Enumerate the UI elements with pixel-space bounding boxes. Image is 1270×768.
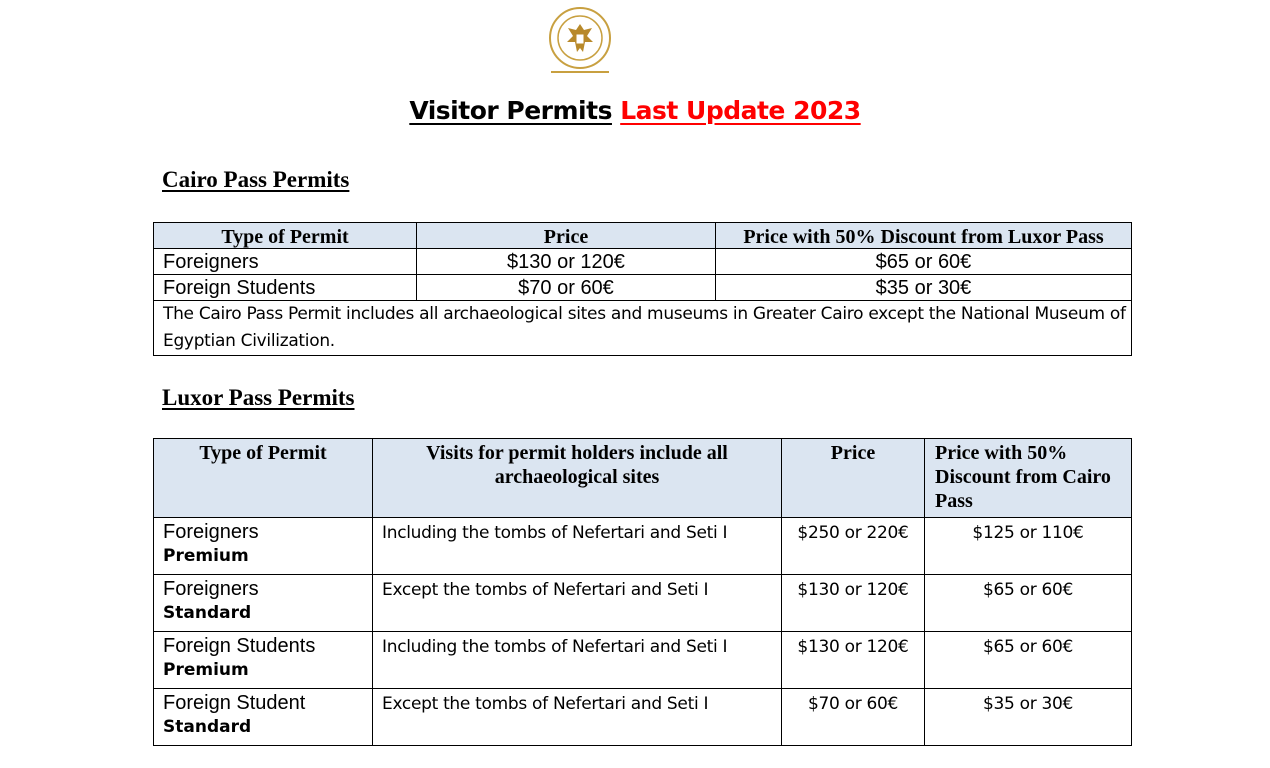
table-row [154,249,1132,275]
permit-tier: Standard [163,603,252,623]
permit-price: $250 or 220€ [782,518,925,575]
header-visits: Visits for permit holders include all archaeological sites [373,439,782,518]
table-note-row [154,301,1132,356]
permit-discount-price: $125 or 110€ [925,518,1132,575]
cairo-pass-heading: Cairo Pass Permits [162,167,350,192]
permit-visits: Including the tombs of Nefertari and Seti I [373,518,782,575]
permit-type: Foreign Students [163,635,316,657]
permit-discount-price: $65 or 60€ [716,249,1132,275]
permit-type: Foreigners [163,578,259,600]
permit-type: Foreigners [154,249,417,275]
table-row [154,632,1132,689]
permit-discount-price: $35 or 30€ [716,275,1132,301]
permit-visits: Except the tombs of Nefertari and Seti I [373,689,782,746]
document-title [0,96,1270,125]
table-row [154,518,1132,575]
permit-type: Foreign Students [154,275,417,301]
header-type-of-permit: Type of Permit [154,223,417,249]
table-row [154,689,1132,746]
table-header-row [154,223,1132,249]
table-row [154,275,1132,301]
permit-price: $130 or 120€ [417,249,716,275]
permit-type-cell [154,575,373,632]
permit-visits: Including the tombs of Nefertari and Seti I [373,632,782,689]
permit-tier: Premium [163,546,249,566]
ministry-seal-icon [547,6,613,74]
table-header-row [154,439,1132,518]
table-row [154,575,1132,632]
header-price: Price [417,223,716,249]
cairo-pass-table [153,222,1132,356]
permit-discount-price: $35 or 30€ [925,689,1132,746]
permit-tier: Standard [163,717,252,737]
permit-price: $70 or 60€ [782,689,925,746]
header-price: Price [782,439,925,518]
permit-price: $70 or 60€ [417,275,716,301]
header-discount-price: Price with 50% Discount from Luxor Pass [716,223,1132,249]
permit-type: Foreigners [163,521,259,543]
header-discount-price: Price with 50% Discount from Cairo Pass [925,439,1132,518]
permit-discount-price: $65 or 60€ [925,575,1132,632]
title-main: Visitor Permits [409,96,612,125]
title-last-update: Last Update 2023 [620,96,861,125]
permit-type: Foreign Student [163,692,306,714]
permit-price: $130 or 120€ [782,632,925,689]
permit-type-cell [154,518,373,575]
luxor-pass-heading: Luxor Pass Permits [162,385,355,410]
cairo-pass-note: The Cairo Pass Permit includes all archaeological sites and museums in Greater Cairo except the National Museum of Egyptian Civilization. [154,301,1132,356]
permit-type-cell [154,632,373,689]
permit-visits: Except the tombs of Nefertari and Seti I [373,575,782,632]
permit-discount-price: $65 or 60€ [925,632,1132,689]
luxor-pass-table [153,438,1132,746]
permit-tier: Premium [163,660,249,680]
permit-type-cell [154,689,373,746]
header-type-of-permit: Type of Permit [154,439,373,518]
permit-price: $130 or 120€ [782,575,925,632]
